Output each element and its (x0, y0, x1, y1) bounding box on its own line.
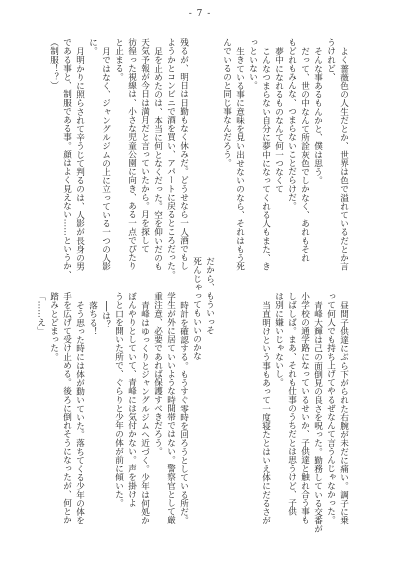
prologue-block (220, 38, 350, 288)
text-column: 踏みとどまった。 (48, 292, 59, 361)
text-column: ようかとコンビニで酒を買い、アパートに戻るところだった。 (165, 38, 176, 279)
text-column: もどれもみんな、つまらないことだらけだ。 (286, 38, 297, 210)
scene-right-lower-block (259, 292, 350, 542)
text-column: （制服！？） (48, 38, 59, 90)
text-column: 時計を確認する。もうすぐ零時を回ろうとしている所だ。 (178, 300, 189, 525)
text-column: だって、世の中なんて所詮灰色でしかなく、あれもそれ (299, 46, 310, 262)
text-column: っといない。 (247, 38, 258, 90)
text-column: 学生が外に居ていいような時間帯ではない。警察官として厳 (165, 292, 176, 525)
text-column: 死んじゃってもいいのかな (191, 256, 202, 360)
text-column: 月ではなく、ジャングルジムの上に立っている一つの人影 (100, 46, 111, 271)
text-column: 彷徨った視線は、小さな児童公園に向き、ある一点でぴたり (126, 38, 137, 271)
prologue-closing-block (190, 248, 216, 368)
scene-left-upper-block (47, 38, 190, 288)
text-column: そう思った時には体が動いていた。落ちてくる少年の体を (74, 300, 85, 525)
text-column: に。 (87, 38, 98, 56)
text-column: 当直明けという事もあって一度寝たとはいえ体にだるさが (260, 300, 271, 525)
text-column: 天気予報が今日は満月だと言っていたから。月を探して (139, 38, 150, 253)
text-column: 重注意、必要であれば保護すべきだろう。 (152, 292, 163, 456)
page-number: - 7 - (188, 9, 212, 19)
text-column: 落ちる！ (87, 300, 98, 335)
text-column: 青峰大輝は己の面倒見の良さを呪った。勤務している交番が (312, 300, 323, 533)
text-column: うと口を開いた所で、ぐらりと少年の体が前に傾いた。 (113, 292, 124, 507)
text-column: 手を広げて受け止める。後ろに倒れそうになったが、何とか (61, 292, 72, 525)
text-column: よく薔薇色の人生だとか、世界は色で溢れているだとか言 (338, 46, 349, 271)
text-column: しばしば。まあ、それも仕事のうちだとは思うけど、子供 (286, 292, 297, 516)
scene-left-lower-block (34, 292, 190, 542)
text-column: 「……え」 (35, 292, 46, 335)
text-column: 昼間子供達にぶら下がられた右腕が未だに痛い。調子に乗 (338, 300, 349, 525)
text-column: と止まる。 (113, 38, 124, 81)
text-column: 残るが、明日は日勤もなく休みだ。どうせなら一人酒でもし (178, 38, 189, 271)
text-column: ぼんやりとしていて、青峰には気付かない。声を掛けよ (126, 292, 137, 507)
text-column: ──は？ (100, 300, 111, 329)
text-column: は別に嫌いじゃないし。 (273, 292, 284, 387)
text-column: 生きている事に意味を見い出せないのなら、それはもう死 (234, 46, 245, 271)
text-column: そんな事あるもんかと、僕は思う。 (312, 46, 323, 185)
text-column: 月明かりに照らされて辛うじて判るのは、人影が長身の男 (74, 46, 85, 271)
text-column: 夢中になれるものなんて何一つなくて (273, 46, 284, 193)
text-column: 足を止めたのは、本当に何となくだった。空を仰いだのも (152, 46, 163, 271)
text-column: うけれど、 (325, 38, 336, 81)
text-column: 小学校の通学路になっているせいか、子供達と触れ合う事も (299, 292, 310, 525)
text-column: 青峰はゆっくりとジャングルジムへ近づく。少年は何処か (139, 300, 150, 525)
text-column: である事と、制服である事。顔はよく見えない……というか、 (61, 38, 72, 279)
text-column: こんなつまらない自分に夢中になってくれる人もまた、き (260, 46, 271, 271)
text-column: だから、もういっそ (204, 256, 215, 334)
text-column: って何人でも持ち上げてやるぜなんて言うんじゃなかった。 (325, 292, 336, 525)
text-column: んでいるのと同じ事なんだろう。 (221, 38, 232, 167)
